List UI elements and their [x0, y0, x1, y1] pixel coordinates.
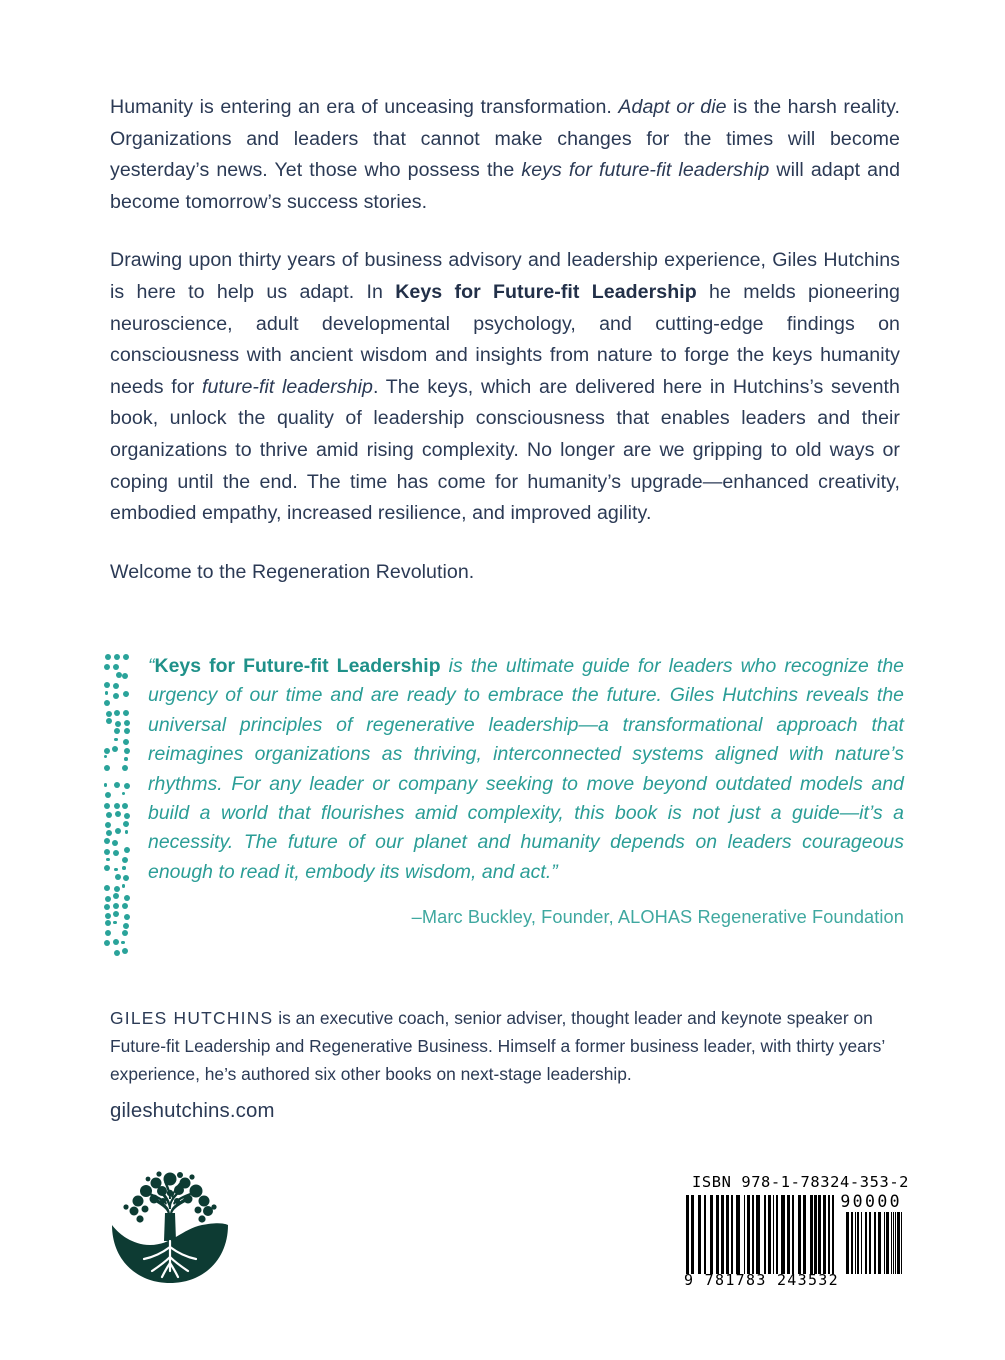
decorative-dot: [114, 868, 118, 872]
decorative-dot: [113, 664, 119, 670]
decorative-dot: [114, 950, 120, 956]
decorative-dot: [114, 738, 118, 742]
decorative-dot: [123, 691, 129, 697]
decorative-dot: [105, 913, 111, 919]
decorative-dot: [113, 939, 119, 945]
decorative-dot: [106, 858, 110, 862]
decorative-dot: [104, 940, 110, 946]
decorative-dot: [104, 803, 110, 809]
paragraph-2: Drawing upon thirty years of business advisory and leadership experience, Giles Hutchins is here to help us adapt. In Keys for Future-fit Leadership he melds pioneering neuroscience, adult developmental psychology, and cutting-edge findings on consciousness with ancient wisdom and insights from nature to forge the keys humanity needs for future-fit leadership. The keys, which are delivered here in Hutchins’s seventh book, unlock the quality of leadership consciousness that enables leaders and their organizations to thrive amid rising complexity. No longer are we gripping to old ways or coping until the end. The time has come for humanity’s upgrade—enhanced creativity, embodied empathy, increased resilience, and improved agility.: [110, 249, 900, 525]
decorative-dot: [106, 718, 112, 724]
decorative-dot: [124, 720, 130, 726]
publisher-tree-logo: [110, 1163, 230, 1285]
decorative-dot: [106, 711, 112, 717]
decorative-dot: [113, 683, 119, 689]
decorative-dot: [104, 682, 110, 688]
decorative-dot: [121, 941, 125, 945]
decorative-dot: [124, 783, 130, 789]
dot-pattern-decoration: [104, 655, 134, 953]
decorative-dot: [123, 923, 129, 929]
ean5-addon-bars: [846, 1212, 902, 1274]
decorative-dot: [104, 748, 110, 754]
decorative-dot: [114, 710, 120, 716]
decorative-dot: [114, 728, 120, 734]
description-copy: [110, 92, 900, 588]
decorative-dot: [113, 693, 119, 699]
decorative-dot: [114, 886, 120, 892]
decorative-dot: [105, 691, 109, 695]
decorative-dot: [113, 903, 119, 909]
decorative-dot: [105, 654, 111, 660]
decorative-dot: [122, 792, 126, 796]
ean13-digits: 9 781783 243532: [684, 1271, 839, 1289]
decorative-dot: [115, 811, 121, 817]
decorative-dot: [122, 765, 128, 771]
decorative-dot: [112, 840, 118, 846]
isbn-label: ISBN 978-1-78324-353-2: [692, 1173, 910, 1191]
quote-body: [148, 652, 904, 930]
decorative-dot: [114, 654, 120, 660]
decorative-dot: [116, 672, 122, 678]
ean13-bars: [686, 1195, 836, 1274]
decorative-dot: [124, 748, 130, 754]
author-bio-text: is an executive coach, senior adviser, thought leader and keynote speaker on Future-fit Leadership and Regenerative Business. Himself a former business leader, with thirty years’ experience, he’s authored six other books on next-stage leadership.: [110, 1008, 885, 1084]
decorative-dot: [124, 847, 130, 853]
decorative-dot: [104, 885, 110, 891]
decorative-dot: [122, 884, 126, 888]
isbn-barcode-block: [682, 1173, 910, 1295]
decorative-dot: [104, 755, 108, 759]
decorative-dot: [114, 782, 120, 788]
decorative-dot: [113, 893, 119, 899]
decorative-dot: [124, 914, 130, 920]
paragraph-3: Welcome to the Regeneration Revolution.: [110, 560, 475, 583]
decorative-dot: [104, 865, 110, 871]
decorative-dot: [122, 803, 128, 809]
decorative-dot: [124, 813, 130, 819]
decorative-dot: [115, 828, 121, 834]
author-name: GILES HUTCHINS: [110, 1008, 274, 1028]
decorative-dot: [115, 874, 121, 880]
decorative-dot: [122, 930, 128, 936]
decorative-dot: [123, 654, 129, 660]
decorative-dot: [124, 728, 130, 734]
decorative-dot: [105, 896, 111, 902]
decorative-dot: [122, 673, 128, 679]
decorative-dot: [113, 850, 119, 856]
author-bio-block: [110, 1005, 905, 1088]
quote-text: “Keys for Future-fit Leadership is the ultimate guide for leaders who recognize the urgency of our time and are ready to embrace the future. Giles Hutchins reveals the universal principles of regenerative leadership—a transformational approach that reimagines organizations as thriving, interconnected systems aligned with nature’s rhythms. For any leader or company seeking to move beyond outdated models and build a world that flourishes amid complexity, this book is not just a guide—it’s a necessity. The future of our planet and humanity depends on leaders courageous enough to read it, embody its wisdom, and act.”: [148, 655, 904, 883]
decorative-dot: [114, 803, 120, 809]
decorative-dot: [104, 838, 110, 844]
decorative-dot: [105, 930, 111, 936]
decorative-dot: [123, 710, 129, 716]
decorative-dot: [122, 948, 128, 954]
author-bio: [110, 1005, 905, 1088]
decorative-dot: [105, 792, 111, 798]
decorative-dot: [104, 904, 110, 910]
decorative-dot: [124, 895, 130, 901]
decorative-dot: [125, 830, 129, 834]
decorative-dot: [106, 812, 112, 818]
decorative-dot: [104, 664, 110, 670]
decorative-dot: [113, 921, 117, 925]
decorative-dot: [104, 700, 110, 706]
decorative-dot: [122, 857, 128, 863]
decorative-dot: [106, 830, 112, 836]
decorative-dot: [123, 821, 129, 827]
decorative-dot: [104, 849, 110, 855]
decorative-dot: [123, 875, 129, 881]
decorative-dot: [123, 739, 129, 745]
decorative-dot: [112, 746, 118, 752]
decorative-dot: [124, 757, 128, 761]
decorative-dot: [105, 920, 111, 926]
decorative-dot: [122, 866, 126, 870]
decorative-dot: [113, 911, 119, 917]
quote-attribution: –Marc Buckley, Founder, ALOHAS Regenerative Foundation: [411, 907, 904, 928]
decorative-dot: [122, 903, 128, 909]
decorative-dot: [104, 783, 108, 787]
decorative-dot: [105, 822, 111, 828]
author-website-link[interactable]: gileshutchins.com: [110, 1100, 275, 1122]
decorative-dot: [104, 765, 110, 771]
barcode-addon-label: 90000: [840, 1192, 902, 1211]
paragraph-1: Humanity is entering an era of unceasing transformation. Adapt or die is the harsh reality. Organizations and leaders that cannot make changes for the times will become yesterday’s news. Yet those who possess the keys for future-fit leadership will adapt and become tomorrow’s success stories.: [110, 96, 901, 213]
decorative-dot: [115, 721, 121, 727]
